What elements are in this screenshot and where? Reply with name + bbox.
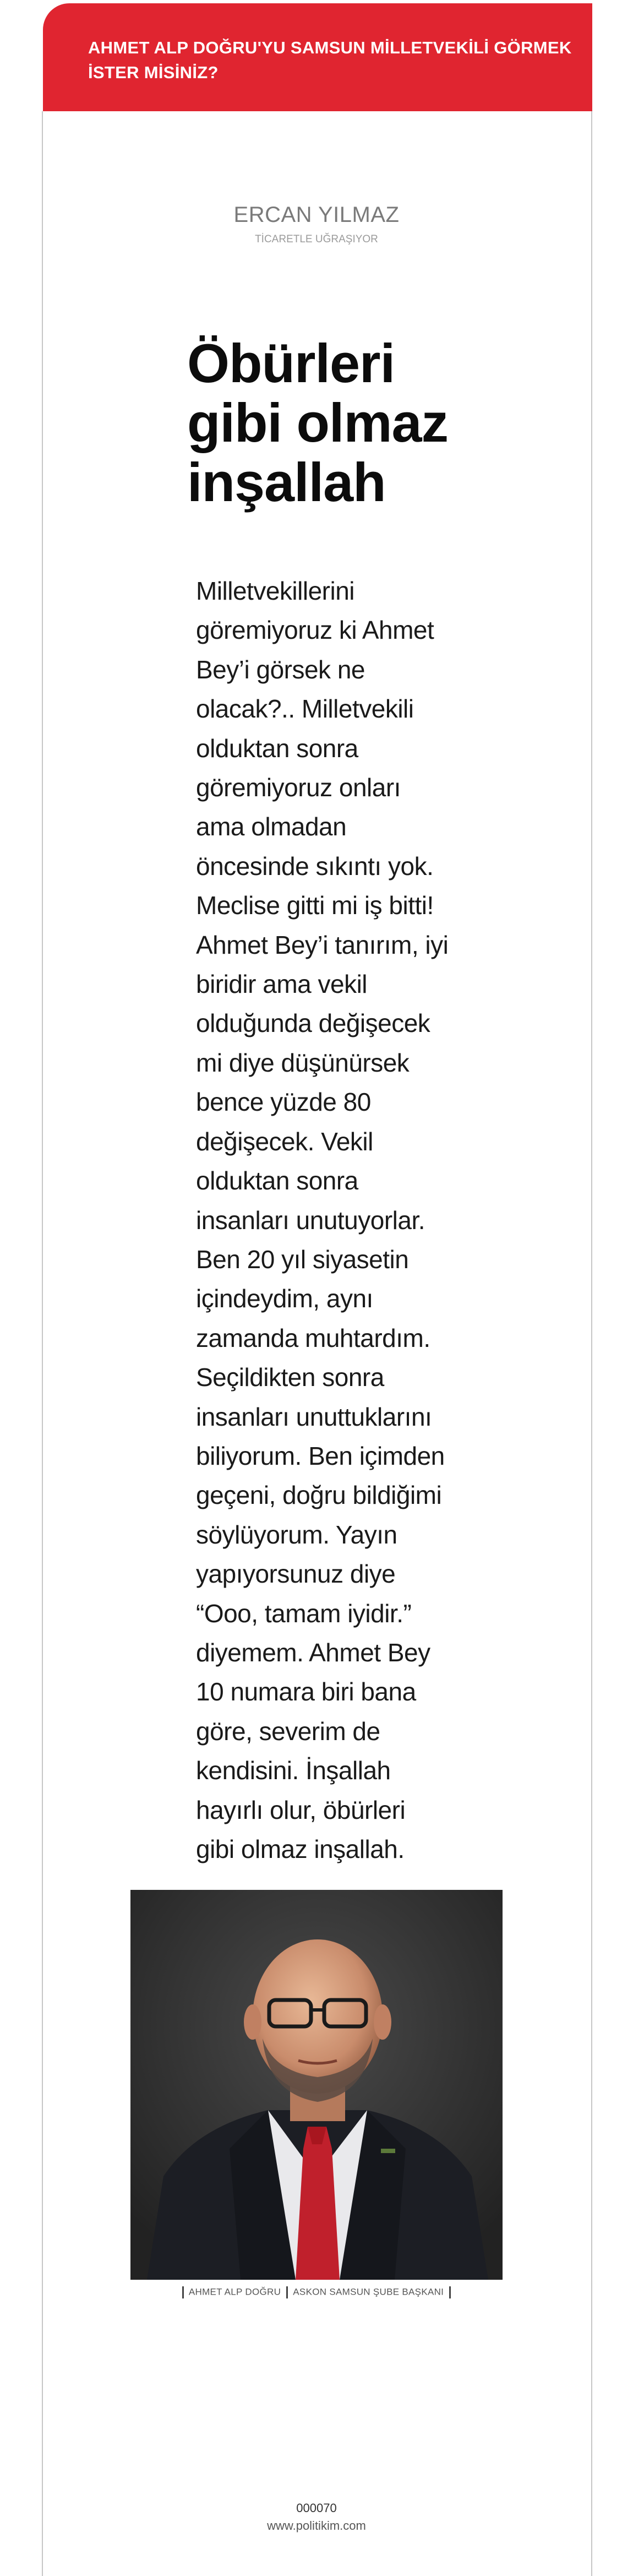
page-number: 000070: [296, 2501, 337, 2515]
caption-title: ASKON SAMSUN ŞUBE BAŞKANI: [293, 2286, 444, 2297]
caption-separator: [286, 2286, 288, 2298]
author-name: ERCAN YILMAZ: [233, 203, 400, 227]
portrait-photo: [130, 1890, 503, 2280]
left-border-line: [42, 111, 43, 2576]
author-role: TİCARETLE UĞRAŞIYOR: [255, 233, 378, 245]
article-headline: Öbürleri gibi olmaz inşallah: [187, 333, 449, 513]
site-link[interactable]: www.politikim.com: [267, 2519, 366, 2532]
caption-name: AHMET ALP DOĞRU: [188, 2286, 281, 2297]
right-border-line: [591, 111, 592, 2576]
article-body: Milletvekillerini göremiyoruz ki Ahmet Bey’i görsek ne olacak?.. Milletvekili olduktan sonra göremiyoruz onları ama olmadan öncesinde sıkıntı yok. Meclise gitti mi iş bitti! Ahmet Bey’i tanırım, iyi biridir ama vekil olduğunda değişecek mi diye düşünürsek bence yüzde 80 değişecek. Vekil olduktan sonra insanları unutuyorlar. Ben 20 yıl siyasetin içindeydim, aynı zamanda muhtardım. Seçildikten sonra insanları unuttuklarını biliyorum. Ben içimden geçeni, doğru bildiğimi söylüyorum. Yayın yapıyorsunuz diye “Ooo, tamam iyidir.” diyemem. Ahmet Bey 10 numara biri bana göre, severim de kendisini. İnşallah hayırlı olur, öbürleri gibi olmaz inşallah.: [196, 577, 449, 1863]
caption-separator: [449, 2286, 451, 2298]
portrait-illustration: [130, 1890, 503, 2280]
caption-separator: [182, 2286, 184, 2298]
header-banner: [43, 3, 592, 111]
photo-caption: [110, 2286, 523, 2298]
header-title: AHMET ALP DOĞRU'YU SAMSUN MİLLETVEKİLİ GÖRMEK İSTER MİSİNİZ?: [88, 38, 572, 82]
